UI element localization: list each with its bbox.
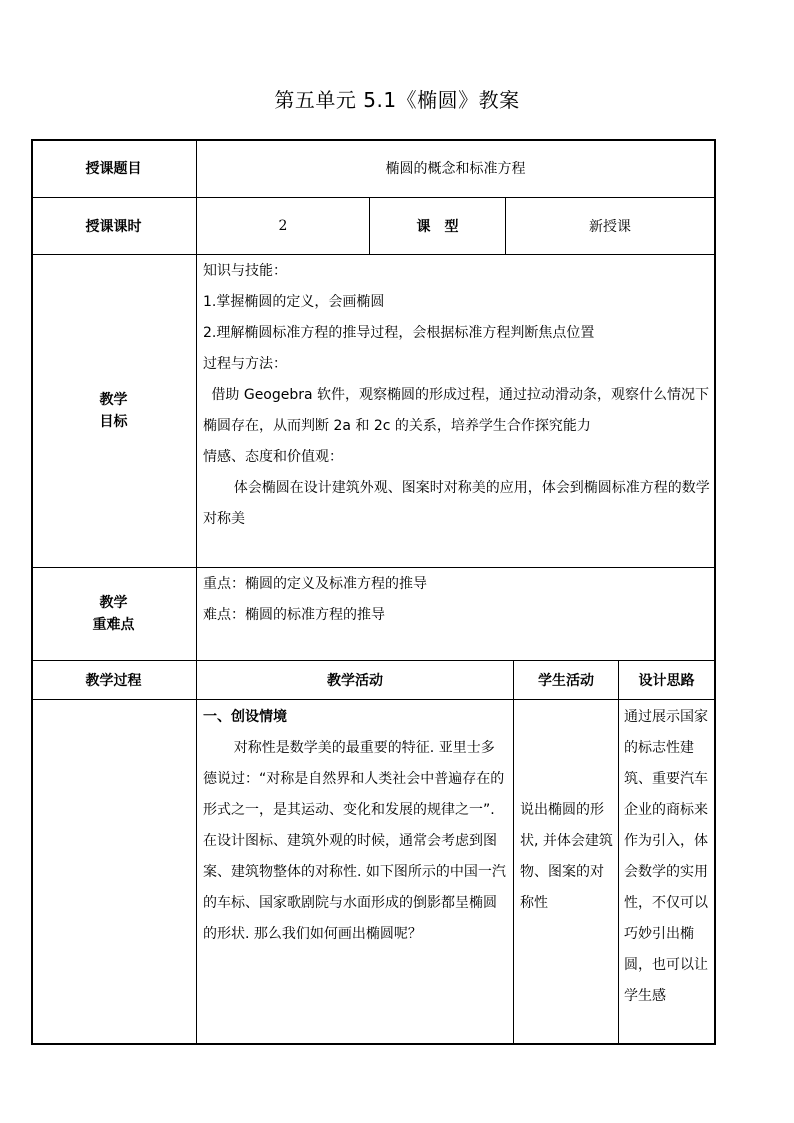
key-points-label: 教学 重难点: [92, 595, 135, 633]
goals-line: 借助 Geogebra 软件，观察椭圆的形成过程，通过拉动滑动条，观察什么情况下椭圆存在，从而判断 2a 和 2c 的关系，培养学生合作探究能力: [203, 387, 710, 434]
process-header: 教学过程: [85, 673, 142, 689]
student-header: 学生活动: [538, 673, 594, 689]
goals-line: 1.掌握椭圆的定义，会画椭圆: [203, 294, 385, 310]
goals-line: 2.理解椭圆标准方程的推导过程，会根据标准方程判断焦点位置: [203, 325, 595, 341]
hours-value: 2: [278, 218, 288, 234]
key-line: 重点：椭圆的定义及标准方程的推导: [203, 576, 427, 592]
hours-label: 授课课时: [85, 219, 142, 235]
goals-label: 教学 目标: [99, 392, 128, 430]
goals-line: 情感、态度和价值观：: [203, 449, 343, 465]
goals-content: [203, 256, 711, 564]
section-title: 一、创设情境: [203, 709, 287, 725]
lesson-plan-table: [31, 139, 716, 1045]
type-value: 新授课: [589, 219, 631, 235]
type-label: 课 型: [416, 219, 459, 235]
goals-line: 过程与方法：: [203, 356, 287, 372]
goals-line: 体会椭圆在设计建筑外观、图案时对称美的应用，体会到椭圆标准方程的数学对称美: [203, 480, 710, 527]
section-text: 对称性是数学美的最重要的特征. 亚里士多德说过：“对称是自然界和人类社会中普遍存在的形式之一，是其运动、变化和发展的规律之一”. 在设计图标、建筑外观的时候，通常会考虑到图案、建筑物整体的对称性. 如下图所示的中国一汽的车标、国家歌剧院与水面形成的倒影都呈椭圆的形状. 那么我们如何画出椭圆呢？: [203, 740, 506, 942]
student-activity-content: 说出椭圆的形状, 并体会建筑物、图案的对称性: [520, 802, 613, 911]
activity-content: [203, 702, 508, 1038]
key-line: 难点：椭圆的标准方程的推导: [203, 607, 385, 623]
topic-value: 椭圆的概念和标准方程: [385, 161, 526, 177]
topic-label: 授课题目: [85, 161, 142, 177]
goals-line: 知识与技能：: [203, 263, 287, 279]
design-header: 设计思路: [638, 673, 695, 689]
activity-header: 教学活动: [327, 673, 383, 689]
design-content: 通过展示国家的标志性建筑、重要汽车企业的商标来作为引入，体会数学的实用性，不仅可以巧妙引出椭圆，也可以让学生感: [624, 709, 708, 1004]
document-title: 第五单元 5.1《椭圆》教案: [274, 88, 520, 112]
key-points-content: [203, 569, 711, 659]
